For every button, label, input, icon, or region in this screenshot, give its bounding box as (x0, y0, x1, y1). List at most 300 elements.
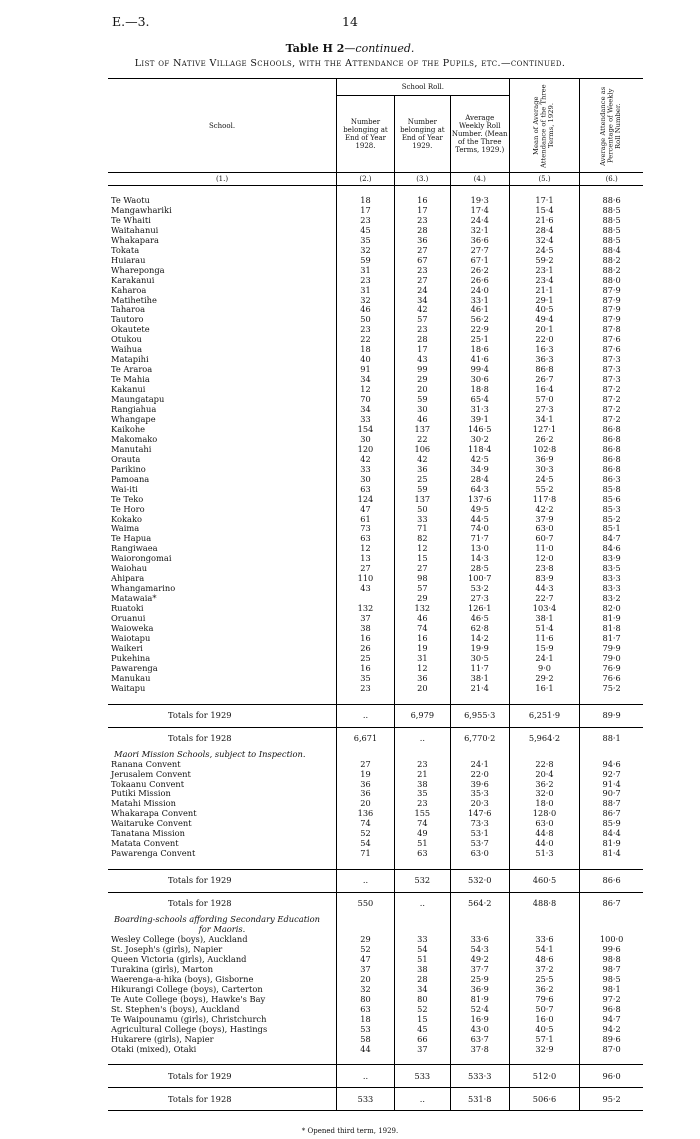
value-c5: 12·0 (509, 554, 580, 564)
school-name: Whareponga (111, 265, 165, 275)
value-c2: 12 (337, 544, 395, 554)
totals-row (108, 1065, 643, 1088)
school-name: Manutahi (111, 444, 152, 454)
value-c3: 31 (394, 654, 450, 664)
value-c2: 23 (337, 325, 395, 335)
value-c5: 506·6 (509, 1088, 580, 1111)
school-name: Totals for 1928 (108, 727, 337, 750)
value-c6: 88·4 (580, 246, 643, 256)
value-c3: 20 (394, 684, 450, 694)
value-c6: 87·2 (580, 395, 643, 405)
value-c5: 102·8 (509, 445, 580, 455)
value-c6: 99·6 (580, 945, 643, 955)
table-row (108, 564, 643, 574)
value-c3: 80 (394, 995, 450, 1005)
table-row (108, 495, 643, 505)
table-row (108, 196, 643, 206)
page-number: 14 (342, 14, 358, 29)
value-c3: 82 (394, 534, 450, 544)
totals-row (108, 727, 643, 750)
school-name: Pamoana (111, 474, 150, 484)
col-number-5: (5.) (509, 173, 580, 186)
value-c4: 34·9 (450, 465, 509, 475)
value-c4: 49·2 (450, 955, 509, 965)
value-c6: 75·2 (580, 684, 643, 694)
value-c5: 36·2 (509, 985, 580, 995)
value-c2: 37 (337, 614, 395, 624)
value-c6: 97·2 (580, 995, 643, 1005)
empty-cell (450, 186, 509, 197)
col-header-school: School. (108, 79, 337, 173)
value-c5: 44·0 (509, 839, 580, 849)
table-row (108, 335, 643, 345)
school-name: St. Joseph's (girls), Napier (111, 945, 223, 954)
value-c4: 81·9 (450, 995, 509, 1005)
value-c3: 132 (394, 604, 450, 614)
value-c6: 87·8 (580, 325, 643, 335)
table-row (108, 664, 643, 674)
school-name: Totals for 1928 (108, 893, 337, 916)
value-c3: 15 (394, 554, 450, 564)
value-c5: 127·1 (509, 425, 580, 435)
value-c3: 46 (394, 415, 450, 425)
value-c6: 89·9 (580, 704, 643, 727)
value-c3: 106 (394, 445, 450, 455)
school-name: Whakapara (111, 235, 159, 245)
value-c6: 94·2 (580, 1025, 643, 1035)
value-c3: 27 (394, 246, 450, 256)
value-c5: 57·1 (509, 1035, 580, 1045)
school-name: Matawaia* (111, 594, 157, 604)
value-c2: 33 (337, 465, 395, 475)
value-c3: 17 (394, 206, 450, 216)
value-c2: 71 (337, 849, 395, 859)
table-title-text: Table H 2 (285, 42, 345, 55)
col-header-mean-attendance (509, 79, 580, 173)
value-c5: 117·8 (509, 495, 580, 505)
value-c2: 47 (337, 505, 395, 515)
value-c4: 24·4 (450, 216, 509, 226)
value-c3: 16 (394, 634, 450, 644)
school-name: Ahipara (111, 574, 145, 584)
empty-cell (337, 915, 395, 925)
value-c4: 46·5 (450, 614, 509, 624)
value-c2: 27 (337, 760, 395, 770)
value-c3: 36 (394, 674, 450, 684)
school-name: Otukou (111, 335, 142, 345)
value-c6: 88·6 (580, 196, 643, 206)
value-c2: 25 (337, 654, 395, 664)
value-c4: 533·3 (450, 1065, 509, 1088)
table-row (108, 395, 643, 405)
value-c3: 33 (394, 935, 450, 945)
value-c4: 137·6 (450, 495, 509, 505)
empty-cell (394, 750, 450, 760)
school-name: Totals for 1929 (108, 704, 337, 727)
value-c6: 86·8 (580, 425, 643, 435)
value-c5: 460·5 (509, 870, 580, 893)
value-c2: 17 (337, 206, 395, 216)
school-name: Parikino (111, 464, 146, 474)
value-c3: 63 (394, 849, 450, 859)
value-c3: 42 (394, 455, 450, 465)
value-c4: 25·1 (450, 335, 509, 345)
table-row (108, 206, 643, 216)
table-row (108, 829, 643, 839)
value-c3: 46 (394, 614, 450, 624)
value-c6: 88·5 (580, 226, 643, 236)
value-c2: 58 (337, 1035, 395, 1045)
value-c5: 40·5 (509, 305, 580, 315)
value-c4: 564·2 (450, 893, 509, 916)
empty-cell (580, 186, 643, 197)
value-c2: 35 (337, 674, 395, 684)
table-row (108, 654, 643, 664)
section-heading-text: for Maoris. (198, 925, 246, 935)
school-name: Agricultural College (boys), Hastings (111, 1024, 268, 1034)
value-c6: 88·7 (580, 799, 643, 809)
value-c3: 16 (394, 196, 450, 206)
value-c2: 70 (337, 395, 395, 405)
value-c5: 22·7 (509, 594, 580, 604)
value-c4: 74·0 (450, 524, 509, 534)
value-c6: 91·4 (580, 780, 643, 790)
value-c2: 52 (337, 945, 395, 955)
value-c2: 124 (337, 495, 395, 505)
value-c2: 120 (337, 445, 395, 455)
spacer-row (108, 859, 643, 870)
value-c4: 20·3 (450, 799, 509, 809)
value-c3: 33 (394, 515, 450, 525)
section-heading-text: Boarding-schools affording Secondary Education (114, 915, 321, 925)
value-c2: 26 (337, 644, 395, 654)
value-c6: 86·8 (580, 435, 643, 445)
empty-cell (394, 859, 450, 870)
school-name: Huiarau (111, 255, 146, 265)
value-c3: 59 (394, 485, 450, 495)
value-c4: 43·0 (450, 1025, 509, 1035)
value-c5: 11·0 (509, 544, 580, 554)
value-c5: 40·5 (509, 1025, 580, 1035)
school-name: Rangiwaea (111, 544, 158, 554)
value-c2: 59 (337, 256, 395, 266)
value-c5: 60·7 (509, 534, 580, 544)
value-c2: 18 (337, 345, 395, 355)
value-c3: 38 (394, 780, 450, 790)
value-c4: 6,770·2 (450, 727, 509, 750)
value-c3: 137 (394, 495, 450, 505)
value-c3: 74 (394, 624, 450, 634)
value-c4: 49·5 (450, 505, 509, 515)
table-row (108, 246, 643, 256)
value-c3: 51 (394, 955, 450, 965)
value-c5: 21·1 (509, 286, 580, 296)
table-row (108, 365, 643, 375)
col-number-2: (2.) (337, 173, 395, 186)
empty-cell (509, 925, 580, 935)
school-name: Kaikohe (111, 424, 146, 434)
school-name: Matihetihe (111, 295, 157, 305)
school-name: Queen Victoria (girls), Auckland (111, 954, 247, 964)
value-c6: 87·9 (580, 296, 643, 306)
value-c6: 88·5 (580, 236, 643, 246)
value-c3: 137 (394, 425, 450, 435)
value-c4: 62·8 (450, 624, 509, 634)
value-c5: 26·2 (509, 435, 580, 445)
value-c5: 30·3 (509, 465, 580, 475)
table-row (108, 345, 643, 355)
value-c4: 6,955·3 (450, 704, 509, 727)
attendance-table (108, 78, 643, 1111)
school-name: Te Araroa (111, 365, 153, 375)
totals-row (108, 704, 643, 727)
value-c2: 23 (337, 276, 395, 286)
value-c3: 155 (394, 809, 450, 819)
empty-cell (394, 925, 450, 935)
footnote: * Opened third term, 1929. (301, 1127, 399, 1135)
value-c3: 59 (394, 395, 450, 405)
empty-cell (450, 750, 509, 760)
table-row (108, 995, 643, 1005)
value-c3: .. (394, 893, 450, 916)
school-name: Pawarenga (111, 663, 158, 673)
value-c3: 50 (394, 505, 450, 515)
school-name: Otaki (mixed), Otaki (111, 1044, 197, 1054)
value-c6: 87·3 (580, 375, 643, 385)
value-c5: 37·2 (509, 965, 580, 975)
empty-cell (509, 750, 580, 760)
empty-cell (580, 750, 643, 760)
value-c3: 22 (394, 435, 450, 445)
empty-cell (450, 925, 509, 935)
value-c5: 63·0 (509, 819, 580, 829)
value-c3: 23 (394, 760, 450, 770)
section-heading (108, 750, 643, 760)
value-c4: 17·4 (450, 206, 509, 216)
value-c6: 84·6 (580, 544, 643, 554)
value-c6: 86·7 (580, 809, 643, 819)
value-c4: 53·7 (450, 839, 509, 849)
empty-cell (509, 859, 580, 870)
col-header-1928: Number belonging at End of Year 1928. (337, 96, 395, 173)
spacer-row (108, 186, 643, 197)
school-name: Totals for 1928 (108, 1088, 337, 1111)
value-c6: 76·6 (580, 674, 643, 684)
section-heading (108, 915, 643, 925)
value-c3: 12 (394, 544, 450, 554)
value-c6: 81·4 (580, 849, 643, 859)
value-c3: 66 (394, 1035, 450, 1045)
value-c2: 45 (337, 226, 395, 236)
table-row (108, 465, 643, 475)
value-c3: 23 (394, 799, 450, 809)
value-c2: 22 (337, 335, 395, 345)
table-title (0, 42, 700, 55)
value-c3: 38 (394, 965, 450, 975)
table-row (108, 226, 643, 236)
value-c3: 42 (394, 305, 450, 315)
value-c5: 44·8 (509, 829, 580, 839)
value-c2: .. (337, 704, 395, 727)
value-c5: 59·2 (509, 256, 580, 266)
table-row (108, 266, 643, 276)
school-name: Matahi Mission (111, 799, 177, 809)
value-c5: 36·3 (509, 355, 580, 365)
table-row (108, 955, 643, 965)
value-c5: 48·6 (509, 955, 580, 965)
value-c4: 22·9 (450, 325, 509, 335)
value-c2: 73 (337, 524, 395, 534)
empty-cell (108, 859, 337, 870)
value-c5: 17·1 (509, 196, 580, 206)
empty-cell (337, 750, 395, 760)
school-name: Wesley College (boys), Auckland (111, 935, 248, 945)
table-row (108, 405, 643, 415)
school-name: Te Teko (111, 494, 144, 504)
report-reference: E.—3. (112, 14, 150, 29)
value-c4: 28·4 (450, 475, 509, 485)
value-c2: 63 (337, 485, 395, 495)
school-name: Waerenga-a-hika (boys), Gisborne (111, 974, 254, 984)
value-c6: 94·6 (580, 760, 643, 770)
value-c3: 67 (394, 256, 450, 266)
value-c6: 82·0 (580, 604, 643, 614)
value-c4: 27·7 (450, 246, 509, 256)
value-c6: 87·2 (580, 415, 643, 425)
empty-cell (509, 186, 580, 197)
value-c2: 46 (337, 305, 395, 315)
value-c5: 44·3 (509, 584, 580, 594)
value-c6: 87·0 (580, 1045, 643, 1055)
value-c6: 94·7 (580, 1015, 643, 1025)
value-c2: 20 (337, 975, 395, 985)
value-c3: 29 (394, 375, 450, 385)
value-c4: 37·8 (450, 1045, 509, 1055)
value-c5: 15·4 (509, 206, 580, 216)
value-c4: 532·0 (450, 870, 509, 893)
table-row (108, 296, 643, 306)
value-c6: 81·9 (580, 839, 643, 849)
value-c6: 87·2 (580, 385, 643, 395)
table-row (108, 554, 643, 564)
value-c2: 32 (337, 985, 395, 995)
col-header-1929: Number belonging at End of Year 1929. (394, 96, 450, 173)
value-c4: 33·1 (450, 296, 509, 306)
value-c3: 27 (394, 564, 450, 574)
table-row (108, 455, 643, 465)
table-row (108, 674, 643, 684)
value-c3: 35 (394, 789, 450, 799)
value-c6: 88·1 (580, 727, 643, 750)
value-c5: 27·3 (509, 405, 580, 415)
value-c4: 19·9 (450, 644, 509, 654)
value-c3: 37 (394, 1045, 450, 1055)
empty-cell (580, 925, 643, 935)
table-row (108, 435, 643, 445)
table-row (108, 236, 643, 246)
value-c3: 15 (394, 1015, 450, 1025)
value-c3: 23 (394, 325, 450, 335)
school-name: Matata Convent (111, 839, 179, 849)
value-c6: 79·0 (580, 654, 643, 664)
value-c4: 33·6 (450, 935, 509, 945)
empty-cell (108, 186, 337, 197)
value-c2: 29 (337, 935, 395, 945)
value-c6: 86·3 (580, 475, 643, 485)
value-c5: 16·4 (509, 385, 580, 395)
school-name: Orauta (111, 454, 141, 464)
totals-row (108, 893, 643, 916)
value-c3: 19 (394, 644, 450, 654)
value-c5: 32·4 (509, 236, 580, 246)
value-c2: 132 (337, 604, 395, 614)
value-c6: 98·5 (580, 975, 643, 985)
value-c2: 35 (337, 236, 395, 246)
value-c5: 29·2 (509, 674, 580, 684)
value-c4: 31·3 (450, 405, 509, 415)
value-c5: 38·1 (509, 614, 580, 624)
empty-cell (509, 915, 580, 925)
value-c4: 71·7 (450, 534, 509, 544)
value-c5: 55·2 (509, 485, 580, 495)
table-row (108, 1015, 643, 1025)
empty-cell (580, 915, 643, 925)
value-c5: 29·1 (509, 296, 580, 306)
value-c2: 16 (337, 634, 395, 644)
school-name: Waima (111, 524, 140, 534)
value-c4: 16·9 (450, 1015, 509, 1025)
school-name: Hikurangi College (boys), Carterton (111, 984, 263, 994)
value-c6: 87·3 (580, 355, 643, 365)
value-c3: 6,979 (394, 704, 450, 727)
value-c3: 98 (394, 574, 450, 584)
col-number-3: (3.) (394, 173, 450, 186)
value-c6: 88·5 (580, 206, 643, 216)
value-c6: 83·3 (580, 574, 643, 584)
table-row (108, 684, 643, 694)
empty-cell (450, 859, 509, 870)
school-name: Waiohau (111, 564, 148, 574)
value-c2: 31 (337, 286, 395, 296)
value-c5: 22·8 (509, 760, 580, 770)
value-c5: 79·6 (509, 995, 580, 1005)
value-c5: 24·1 (509, 654, 580, 664)
value-c6: 89·6 (580, 1035, 643, 1045)
empty-cell (450, 915, 509, 925)
value-c2: 110 (337, 574, 395, 584)
col-header-mean-attendance-text: Mean of Average Attendance of the Three Terms, 1929. (532, 83, 556, 168)
section-heading-text: Maori Mission Schools, subject to Inspection. (114, 749, 306, 759)
value-c5: 23·8 (509, 564, 580, 574)
value-c4: 26·2 (450, 266, 509, 276)
value-c4: 39·6 (450, 780, 509, 790)
value-c6: 98·7 (580, 965, 643, 975)
table-row (108, 315, 643, 325)
table-row (108, 809, 643, 819)
table-row (108, 475, 643, 485)
value-c4: 67·1 (450, 256, 509, 266)
table-row (108, 760, 643, 770)
value-c2: 30 (337, 475, 395, 485)
totals-row (108, 870, 643, 893)
value-c6: 83·3 (580, 584, 643, 594)
table-body (108, 186, 643, 1111)
table-row (108, 644, 643, 654)
value-c3: 28 (394, 226, 450, 236)
value-c5: 57·0 (509, 395, 580, 405)
table-row (108, 624, 643, 634)
value-c4: 14·2 (450, 634, 509, 644)
